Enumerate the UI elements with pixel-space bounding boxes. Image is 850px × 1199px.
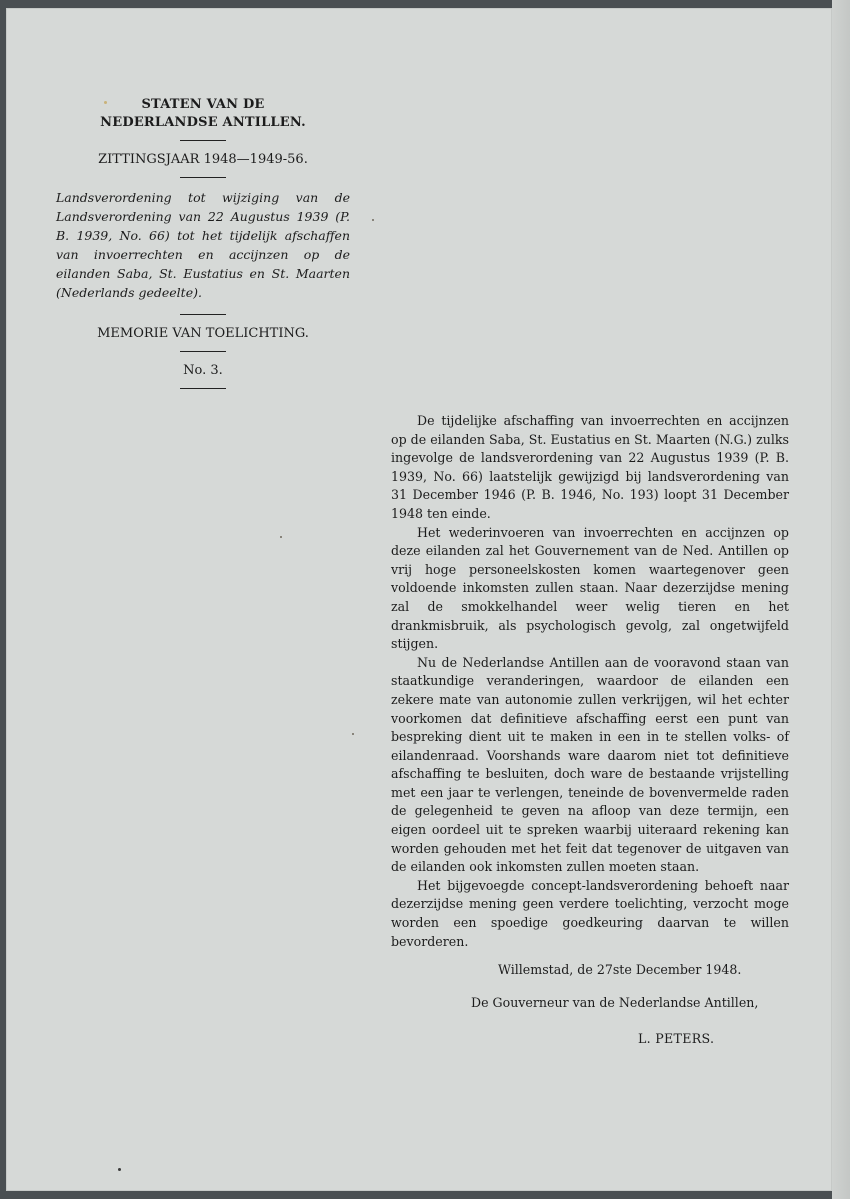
session-year: ZITTINGSJAAR 1948—1949-56. xyxy=(98,152,308,167)
paragraph-4: Het bijgevoegde concept-landsverordening behoeft naar dezerzijdse mening geen verdere toelichting, verzocht moge worden een spoedige goedkeuring daarvan te willen bevorderen. xyxy=(391,877,789,949)
paper-speck xyxy=(372,219,374,221)
heading-line-2: NEDERLANDSE ANTILLEN. xyxy=(100,115,306,130)
divider xyxy=(180,177,226,178)
ordinance-title: Landsverordening tot wijziging van de Landsverordening van 22 Augustus 1939 (P. B. 1939, No. 66) tot het tijdelijk afschaffen van invoerrechten en accijnzen op de eilanden Saba, St. Eustatius en St. Maarten (Nederlands gedeelte). xyxy=(56,190,350,300)
divider xyxy=(180,388,226,389)
page-edge xyxy=(832,0,850,1199)
body-text xyxy=(391,412,789,951)
paper-speck xyxy=(118,1168,121,1171)
paper-speck xyxy=(352,733,354,735)
governor-title: De Gouverneur van de Nederlandse Antillen, xyxy=(471,995,759,1010)
paragraph-1: De tijdelijke afschaffing van invoerrechten en accijnzen op de eilanden Saba, St. Eustatius en St. Maarten (N.G.) zulks ingevolge de landsverordening van 22 Augustus 1939 (P. B. 1939, No. 66) laatstelijk gewijzigd bij landsverordening van 31 December 1946 (P. B. 1946, No. 193) loopt 31 December 1948 ten einde. xyxy=(391,413,789,521)
paragraph-3: Nu de Nederlandse Antillen aan de vooravond staan van staatkundige veranderingen, waardoor de eilanden een zekere mate van autonomie zullen verkrijgen, wil het echter voorkomen dat definitieve afschaffing eerst een punt van bespreking dient uit te maken in een in te stellen volks- of eilandenraad. Voorshands ware daarom niet tot definitieve afschaffing te besluiten, doch ware de bestaande vrijstelling met een jaar te verlengen, teneinde de bovenvermelde raden de gelegenheid te geven na afloop van deze termijn, een eigen oordeel uit te spreken waarbij uiteraard rekening kan worden gehouden met het feit dat tegenover de uitgaven van de eilanden ook inkomsten zullen moeten staan. xyxy=(391,654,789,875)
paragraph-2: Het wederinvoeren van invoerrechten en accijnzen op deze eilanden zal het Gouvernement van de Ned. Antillen op vrij hoge personeelskosten komen waartegenover geen voldoende inkomsten zullen staan. Naar dezerzijdse mening zal de smokkelhandel weer welig tieren en het drankmisbruik, als psychologisch gevolg, zal ongetwijfeld stijgen. xyxy=(391,524,789,652)
memorie-heading: MEMORIE VAN TOELICHTING. xyxy=(97,326,309,341)
document-page xyxy=(6,8,832,1191)
paper-speck xyxy=(280,536,282,538)
document-number: No. 3. xyxy=(183,363,223,378)
place-date: Willemstad, de 27ste December 1948. xyxy=(498,962,742,977)
divider xyxy=(180,314,226,315)
signature-name: L. PETERS. xyxy=(638,1031,715,1046)
divider xyxy=(180,351,226,352)
paper-speck xyxy=(104,101,107,104)
header-block xyxy=(54,96,352,399)
heading-line-1: STATEN VAN DE xyxy=(141,97,265,112)
divider xyxy=(180,140,226,141)
